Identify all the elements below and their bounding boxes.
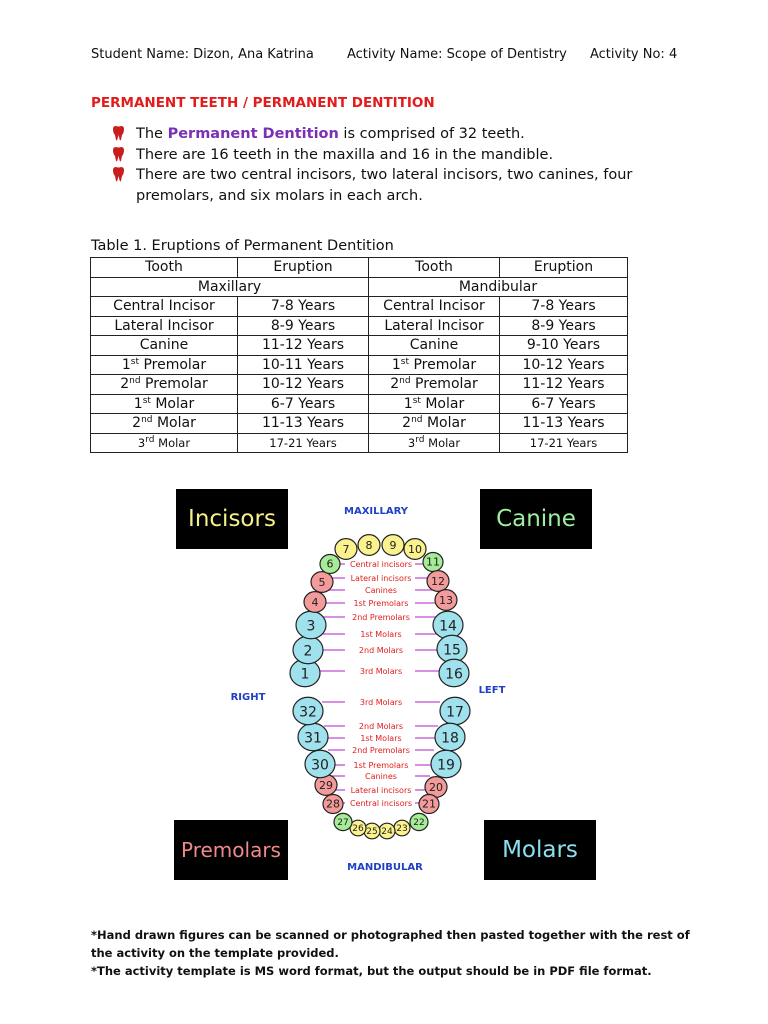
tooth-cell (369, 355, 500, 375)
tooth-cell (91, 336, 238, 356)
section-title: PERMANENT TEETH / PERMANENT DENTITION (91, 95, 435, 111)
upper-label: Canines (365, 586, 397, 595)
tooth-number-32: 32 (299, 704, 317, 721)
table-row (91, 336, 628, 356)
maxillary-label: MAXILLARY (344, 506, 408, 517)
tooth-cell (91, 355, 238, 375)
tooth-number-31: 31 (304, 730, 322, 747)
bullet-text-3: There are two central incisors, two lateral incisors, two canines, four premolars, and six molars in each arch. (136, 167, 633, 204)
lower-label: 2nd Premolars (352, 746, 410, 755)
tooth-number-2: 2 (303, 643, 313, 660)
eruption-cell: 9-10 Years (500, 336, 628, 356)
tooth-cell (369, 394, 500, 414)
table-row (91, 375, 628, 395)
tooth-number-11: 11 (426, 555, 440, 569)
incisors-text: Incisors (188, 506, 276, 532)
tooth-number-23: 23 (396, 823, 408, 834)
eruption-cell: 17-21 Years (500, 433, 628, 453)
upper-label: Central incisors (349, 560, 413, 569)
tooth-number-10: 10 (408, 542, 422, 556)
eruption-cell: 11-13 Years (500, 414, 628, 434)
upper-label: 1st Premolars (353, 599, 409, 608)
eruption-cell: 7-8 Years (500, 297, 628, 317)
table-row (91, 316, 628, 336)
eruption-table (90, 257, 628, 453)
eruption-cell: 11-12 Years (500, 375, 628, 395)
tooth-number-18: 18 (441, 730, 459, 747)
table-row (91, 394, 628, 414)
bullet-text-1a: The (136, 126, 168, 142)
tooth-name: Canine (409, 337, 459, 354)
eruption-cell: 6-7 Years (500, 394, 628, 414)
tooth-number-26: 26 (352, 823, 364, 834)
tooth-number-27: 27 (337, 818, 349, 829)
footnotes (91, 926, 691, 980)
tooth-number-21: 21 (422, 797, 436, 811)
table-row (91, 433, 628, 453)
tooth-name: 1st Premolar (121, 356, 207, 373)
upper-label: 3rd Molars (359, 667, 403, 676)
tooth-number-7: 7 (342, 542, 350, 556)
tooth-cell (91, 433, 238, 453)
tooth-cell (369, 433, 500, 453)
page-header (91, 47, 691, 62)
eruption-cell: 11-13 Years (238, 414, 369, 434)
tooth-name: 1st Molar (133, 395, 195, 412)
upper-label: 2nd Molars (358, 646, 404, 655)
tooth-icon (112, 167, 125, 182)
bullet-list (112, 124, 672, 206)
tooth-name: 2nd Premolar (390, 376, 478, 393)
tooth-cell (369, 336, 500, 356)
tooth-number-22: 22 (413, 818, 425, 829)
lower-label: Central incisors (349, 799, 413, 808)
table-group-row (91, 277, 628, 297)
tooth-number-30: 30 (311, 757, 329, 774)
tooth-cell (91, 375, 238, 395)
tooth-icon (112, 126, 125, 141)
tooth-name: Lateral Incisor (384, 317, 484, 334)
eruption-cell: 10-11 Years (238, 355, 369, 375)
tooth-cell (91, 316, 238, 336)
tooth-number-6: 6 (326, 557, 334, 571)
tooth-number-13: 13 (439, 593, 453, 607)
tooth-cell (369, 316, 500, 336)
tooth-name: Canine (139, 337, 189, 354)
group-mandibular: Mandibular (369, 277, 628, 297)
tooth-number-19: 19 (437, 757, 455, 774)
tooth-name: 1st Molar (403, 395, 465, 412)
tooth-number-28: 28 (326, 797, 340, 811)
tooth-name: Central Incisor (113, 298, 215, 315)
upper-label: 2nd Premolars (352, 613, 410, 622)
tooth-cell (91, 297, 238, 317)
lower-label: 1st Premolars (353, 761, 409, 770)
lower-label: 1st Molars (360, 734, 402, 743)
tooth-number-8: 8 (365, 538, 373, 552)
tooth-cell (91, 414, 238, 434)
footnote-2: *The activity template is MS word format, but the output should be in PDF file format. (91, 964, 652, 978)
activity-name: Activity Name: Scope of Dentistry (347, 47, 567, 62)
tooth-name: 3rd Molar (137, 434, 191, 450)
eruption-cell: 6-7 Years (238, 394, 369, 414)
table-row (91, 297, 628, 317)
header-cell: Eruption (500, 258, 628, 278)
bullet-item (112, 145, 672, 166)
bullet-item (112, 165, 672, 206)
tooth-number-9: 9 (389, 538, 397, 552)
table-header-row (91, 258, 628, 278)
table-body (91, 297, 628, 453)
tooth-name: Lateral Incisor (114, 317, 214, 334)
eruption-cell: 7-8 Years (238, 297, 369, 317)
tooth-number-14: 14 (439, 618, 457, 635)
upper-label: 1st Molars (360, 630, 402, 639)
header-cell: Eruption (238, 258, 369, 278)
table-row (91, 355, 628, 375)
footnote-1: *Hand drawn figures can be scanned or photographed then pasted together with the rest of the activity on the template provided. (91, 928, 690, 960)
tooth-name: 2nd Molar (132, 415, 196, 432)
upper-label: Lateral incisors (350, 574, 412, 583)
header-cell: Tooth (369, 258, 500, 278)
table-caption: Table 1. Eruptions of Permanent Dentition (91, 238, 394, 254)
highlight-permanent-dentition: Permanent Dentition (167, 126, 339, 142)
tooth-numbering-chart (170, 490, 610, 890)
tooth-number-24: 24 (381, 826, 393, 837)
tooth-cell (369, 414, 500, 434)
molars-text: Molars (502, 837, 578, 863)
tooth-name: Central Incisor (383, 298, 485, 315)
tooth-name: 2nd Premolar (120, 376, 208, 393)
tooth-number-5: 5 (318, 575, 326, 589)
tooth-number-4: 4 (311, 595, 319, 609)
tooth-number-25: 25 (366, 826, 378, 837)
tooth-cell (91, 394, 238, 414)
eruption-cell: 10-12 Years (238, 375, 369, 395)
group-maxillary: Maxillary (91, 277, 369, 297)
eruption-cell: 10-12 Years (500, 355, 628, 375)
eruption-cell: 11-12 Years (238, 336, 369, 356)
lower-label: 2nd Molars (358, 722, 404, 731)
table-row (91, 414, 628, 434)
tooth-cell (369, 297, 500, 317)
eruption-cell: 8-9 Years (238, 316, 369, 336)
right-label: RIGHT (230, 692, 266, 703)
lower-label: Canines (365, 772, 397, 781)
lower-label: Lateral incisors (350, 786, 412, 795)
left-label: LEFT (478, 685, 506, 696)
tooth-number-17: 17 (446, 704, 464, 721)
tooth-number-3: 3 (306, 618, 316, 635)
tooth-number-15: 15 (443, 642, 461, 659)
student-name: Student Name: Dizon, Ana Katrina (91, 47, 314, 62)
tooth-number-16: 16 (445, 666, 463, 683)
tooth-number-20: 20 (429, 780, 443, 794)
tooth-name: 2nd Molar (402, 415, 466, 432)
tooth-name: 3rd Molar (407, 434, 461, 450)
header-cell: Tooth (91, 258, 238, 278)
canine-text: Canine (496, 506, 576, 532)
premolars-text: Premolars (181, 838, 281, 862)
activity-number: Activity No: 4 (590, 47, 678, 62)
bullet-item (112, 124, 672, 145)
tooth-number-12: 12 (431, 574, 445, 588)
lower-label: 3rd Molars (359, 698, 403, 707)
bullet-text-2: There are 16 teeth in the maxilla and 16 in the mandible. (136, 146, 554, 163)
tooth-number-1: 1 (300, 666, 310, 683)
eruption-cell: 17-21 Years (238, 433, 369, 453)
mandibular-label: MANDIBULAR (347, 862, 423, 873)
tooth-name: 1st Premolar (391, 356, 477, 373)
tooth-icon (112, 147, 125, 162)
tooth-number-29: 29 (319, 778, 333, 792)
bullet-text-1b: is comprised of 32 teeth. (338, 126, 525, 142)
eruption-cell: 8-9 Years (500, 316, 628, 336)
tooth-cell (369, 375, 500, 395)
